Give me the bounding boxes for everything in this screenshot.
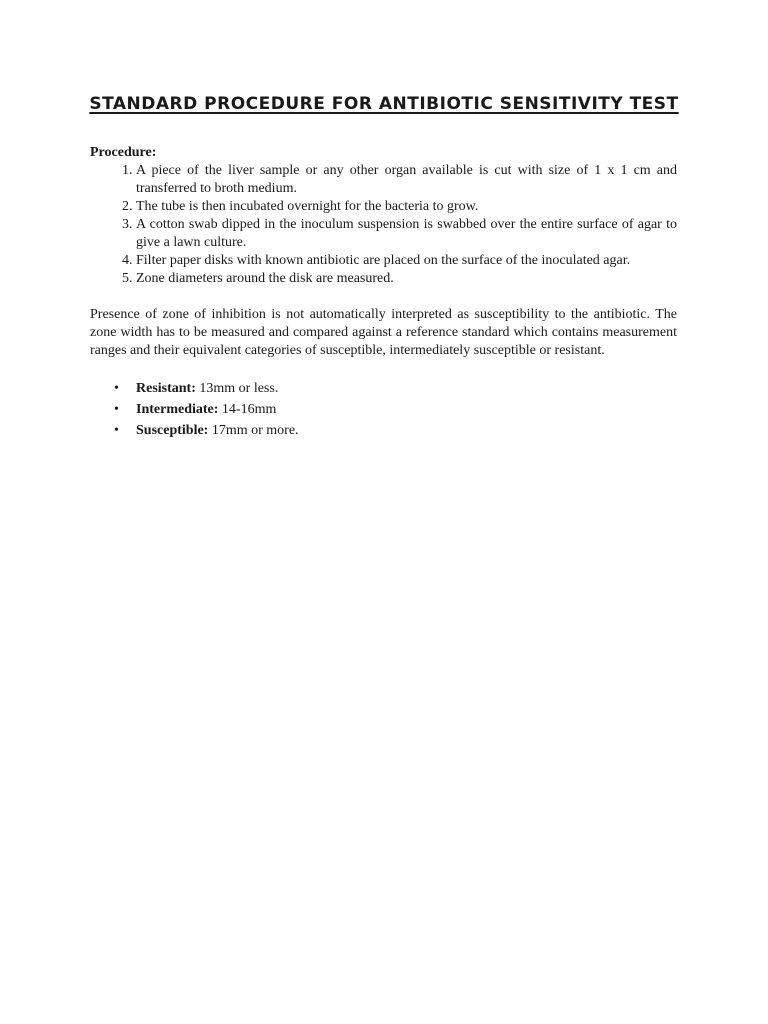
range-item-susceptible: [114, 422, 677, 440]
range-item-intermediate: [114, 401, 677, 419]
procedure-step: 5. Zone diameters around the disk are measured.: [136, 270, 677, 288]
range-item-resistant: [114, 380, 677, 398]
bullet-icon: •: [114, 423, 119, 438]
procedure-heading: Procedure:: [90, 145, 157, 160]
document-body: [90, 144, 677, 443]
procedure-steps: [90, 162, 677, 288]
range-label: Resistant:: [136, 381, 196, 396]
document-title: STANDARD PROCEDURE FOR ANTIBIOTIC SENSITIVITY TEST: [89, 94, 679, 114]
interpretation-paragraph: Presence of zone of inhibition is not automatically interpreted as susceptibility to the antibiotic. The zone width has to be measured and compared against a reference standard which contains measurement ranges and their equivalent categories of susceptible, intermediately susceptible or resistant.: [90, 307, 677, 358]
zone-ranges-list: [90, 380, 677, 440]
range-label: Susceptible:: [136, 423, 209, 438]
bullet-icon: •: [114, 402, 119, 417]
procedure-step: 1. A piece of the liver sample or any other organ available is cut with size of 1 x 1 cm and transferred to broth medium.: [136, 162, 677, 198]
range-value: 17mm or more.: [211, 423, 299, 438]
procedure-step: 2. The tube is then incubated overnight for the bacteria to grow.: [136, 198, 677, 216]
bullet-icon: •: [114, 381, 119, 396]
range-label: Intermediate:: [136, 402, 219, 417]
range-value: 13mm or less.: [199, 381, 279, 396]
procedure-step: 3. A cotton swab dipped in the inoculum suspension is swabbed over the entire surface of agar to give a lawn culture.: [136, 216, 677, 252]
procedure-step: 4. Filter paper disks with known antibiotic are placed on the surface of the inoculated agar.: [136, 252, 677, 270]
range-value: 14-16mm: [221, 402, 277, 417]
